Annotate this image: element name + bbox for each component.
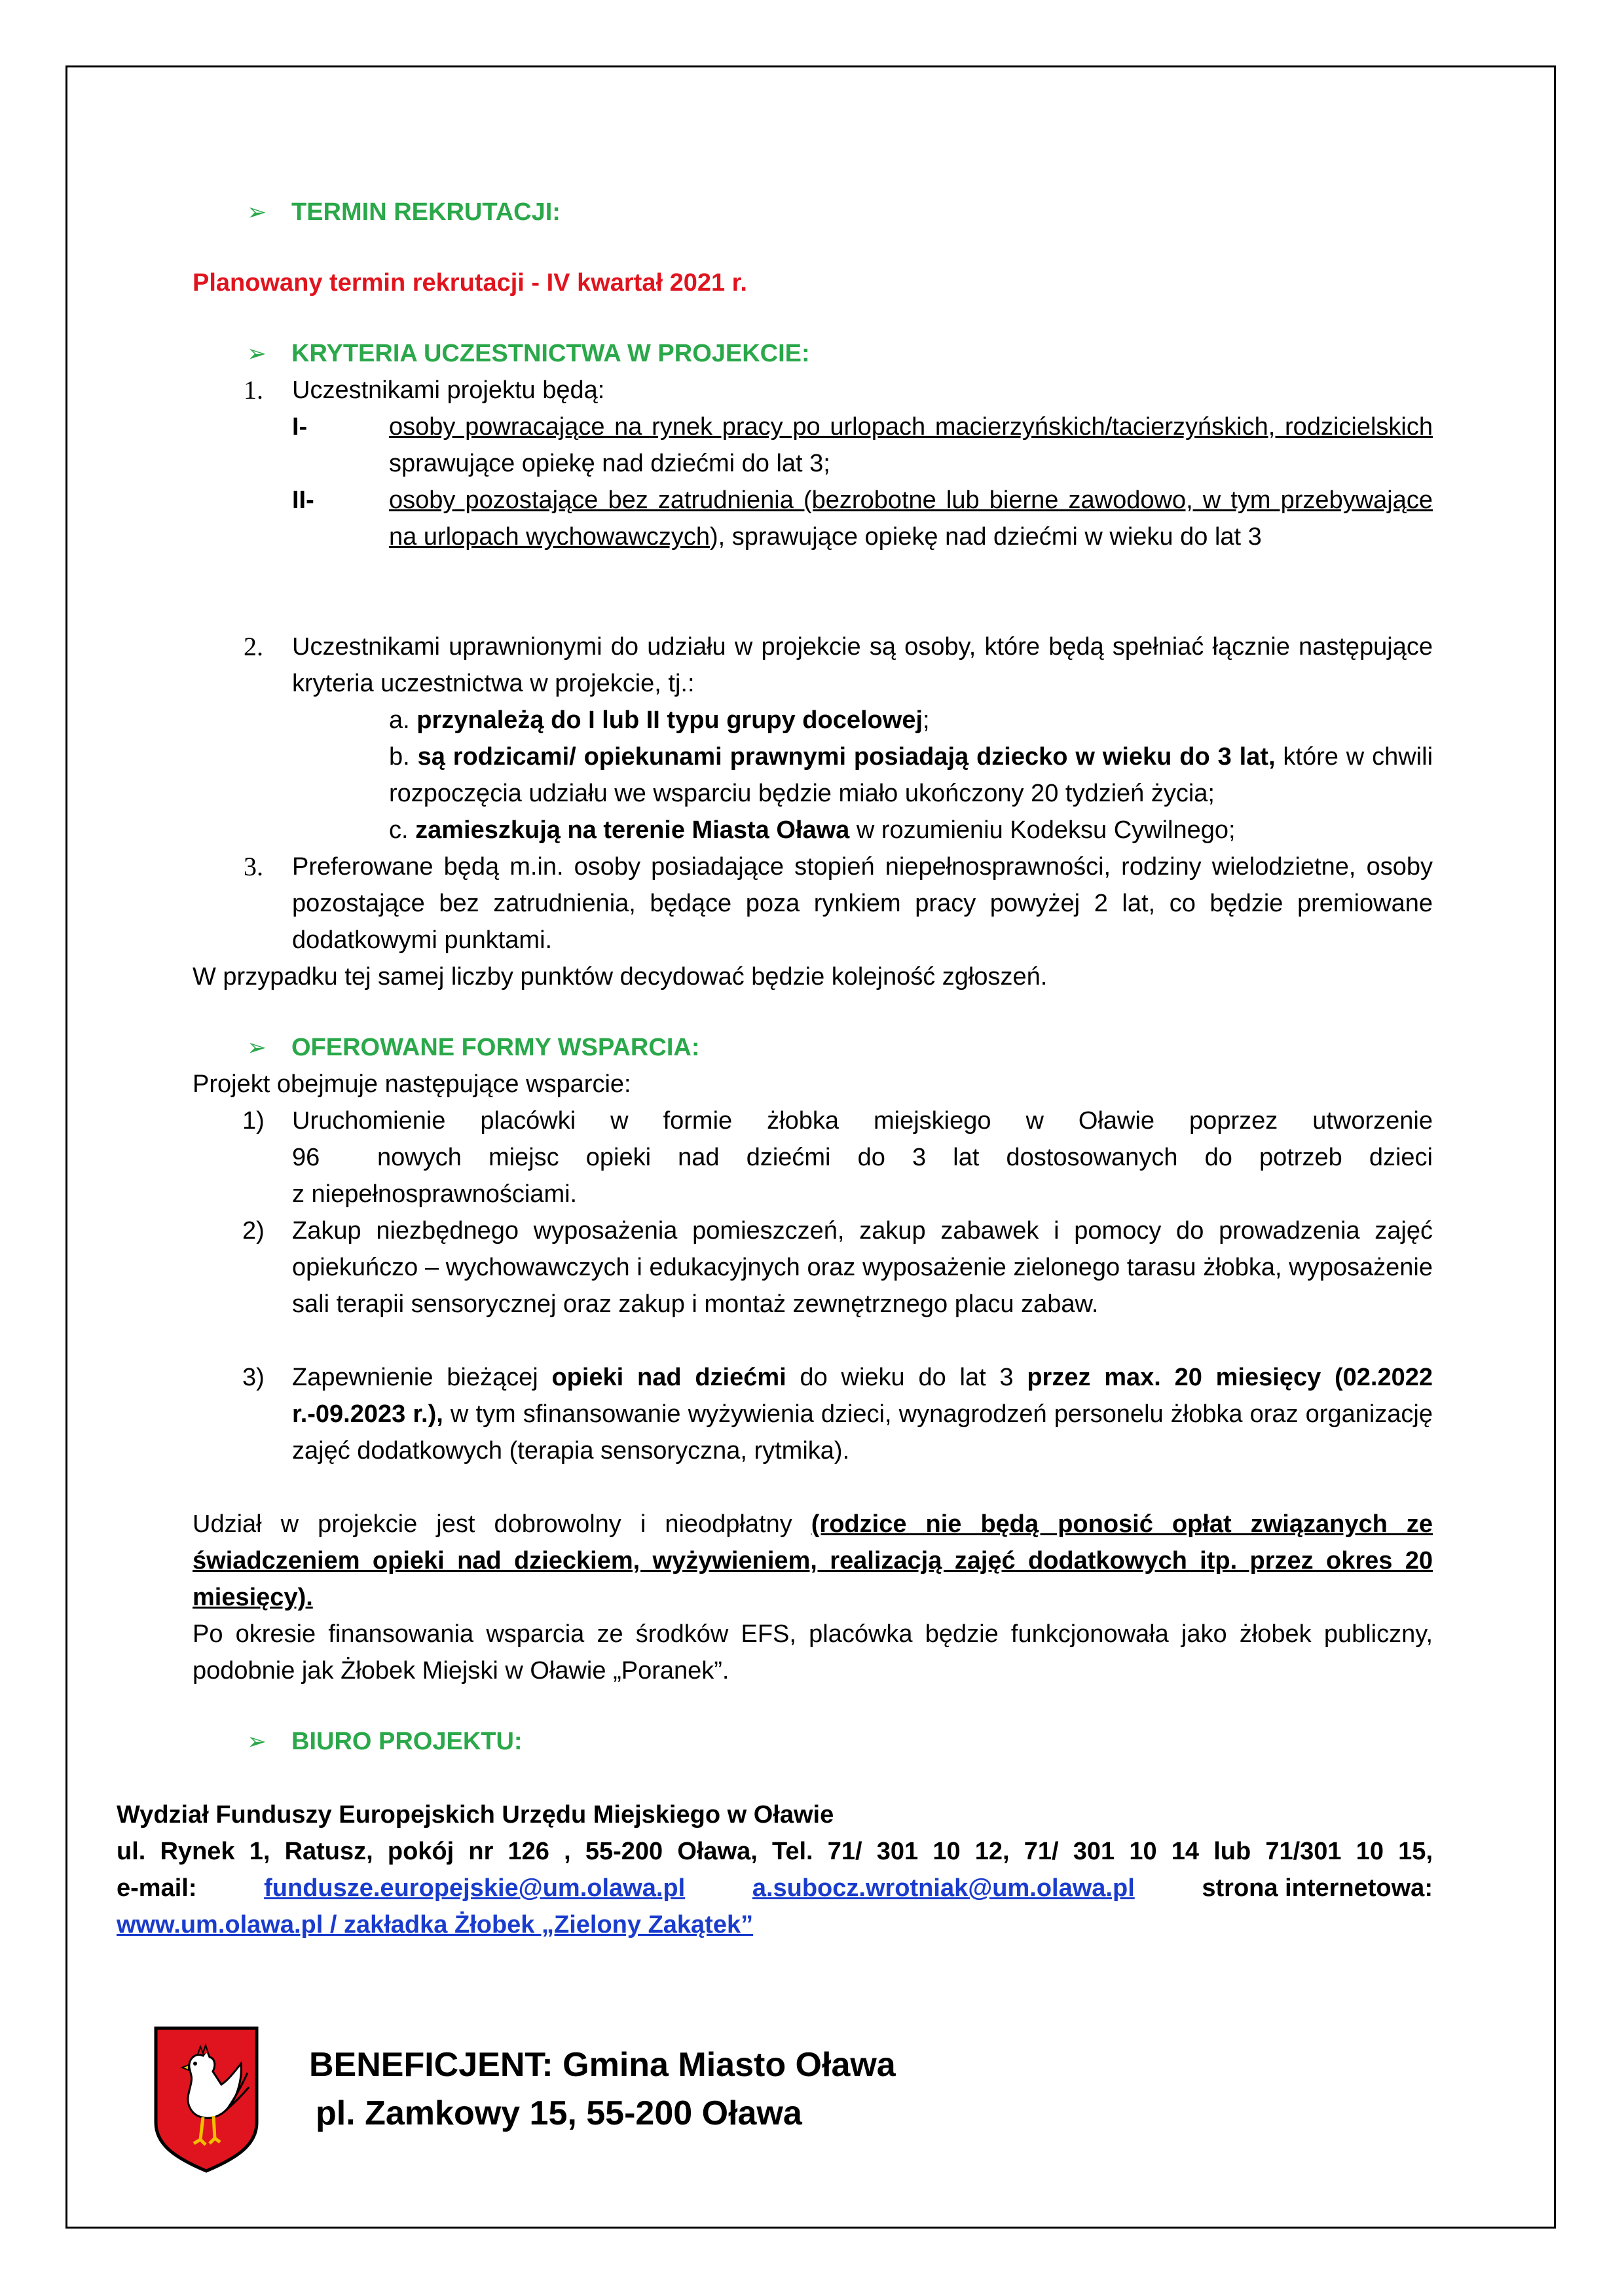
list-number: 1) [242, 1107, 265, 1135]
sub-label: I- [292, 413, 308, 441]
website-label: strona internetowa: [1202, 1874, 1433, 1902]
beneficjent-address: pl. Zamkowy 15, 55-200 Oława [316, 2094, 802, 2132]
list-text: Uczestnikami uprawnionymi do udziału w projekcie są osoby, które będą spełniać łącznie następujące kryteria uczestnictwa w projekcie, tj.: [292, 633, 1433, 697]
kryteria-2b: b. są rodzicami/ opiekunami prawnymi posiadają dziecko w wieku do 3 lat, które w chwili rozpoczęcia udziału we wsparciu będzie miało ukończony 20 tydzień życia; [389, 743, 1433, 807]
list-text: Zakup niezbędnego wyposażenia pomieszczeń, zakup zabawek i pomocy do prowadzenia zajęć opiekuńczo – wychowawczych i edukacyjnych oraz wyposażenie zielonego tarasu żłobka, wyposażenie sali terapii sensorycznej oraz zakup i montaż zewnętrznego placu zabaw. [292, 1217, 1433, 1318]
kryteria-sub-I [292, 409, 1433, 482]
heading-wsparcie: ➢ OFEROWANE FORMY WSPARCIA: [247, 1029, 699, 1066]
sub-text: ), sprawujące opiekę nad dziećmi w wieku do lat 3 [710, 523, 1262, 551]
wsparcie-intro: Projekt obejmuje następujące wsparcie: [193, 1070, 631, 1098]
wsparcie-item-3: 3) Zapewnienie bieżącej opieki nad dziećmi do wieku do lat 3 przez max. 20 miesięcy (02.2022 r.-09.2023 r.), w tym sfinansowanie wyżywienia dzieci, wynagrodzeń personelu żłobka oraz organizację zajęć dodatkowych (terapia sensoryczna, rytmika). [242, 1359, 1433, 1469]
kryteria-note: W przypadku tej samej liczby punktów decydować będzie kolejność zgłoszeń. [193, 963, 1048, 991]
kryteria-item-3 [244, 848, 1433, 958]
arrowhead-bullet-icon: ➢ [247, 340, 267, 367]
arrowhead-bullet-icon: ➢ [247, 1728, 267, 1755]
olawa-crest-icon [151, 2024, 262, 2175]
list-number: 2. [244, 632, 263, 661]
wsparcie-item-2 [242, 1212, 1433, 1322]
kryteria-sub-II [292, 482, 1433, 555]
website-link[interactable]: www.um.olawa.pl / zakładka Żłobek „Zielony Zakątek” [117, 1911, 754, 1939]
sub-underlined: osoby powracające na rynek pracy po urlopach macierzyńskich/tacierzyńskich, rodzicielskich [389, 413, 1433, 441]
list-number: 2) [242, 1217, 265, 1245]
biuro-office-name: Wydział Funduszy Europejskich Urzędu Miejskiego w Oławie [117, 1801, 834, 1829]
wsparcie-para-2: Po okresie finansowania wsparcia ze środków EFS, placówka będzie funkcjonowała jako żłobek publiczny, podobnie jak Żłobek Miejski w Oławie „Poranek”. [193, 1620, 1433, 1685]
kryteria-item-1 [244, 372, 1433, 409]
kryteria-item-2 [244, 629, 1433, 702]
beneficjent-name: BENEFICJENT: Gmina Miasto Oława [309, 2046, 896, 2084]
list-text: nowych miejsc opieki nad dziećmi do 3 lat dostosowanych do potrzeb dzieci [377, 1144, 1433, 1171]
termin-text: Planowany termin rekrutacji - IV kwartał 2021 r. [193, 269, 747, 297]
heading-kryteria: ➢ KRYTERIA UCZESTNICTWA W PROJEKCIE: [247, 335, 810, 372]
biuro-address: ul. Rynek 1, Ratusz, pokój nr 126 , 55-200 Oława, Tel. 71/ 301 10 12, 71/ 301 10 14 lub 71/301 10 15, [117, 1838, 1433, 1865]
email-link-1[interactable]: fundusze.europejskie@um.olawa.pl [264, 1874, 686, 1902]
heading-biuro: ➢ BIURO PROJEKTU: [247, 1723, 523, 1760]
arrowhead-bullet-icon: ➢ [247, 198, 267, 225]
email-link-2[interactable]: a.subocz.wrotniak@um.olawa.pl [752, 1874, 1135, 1902]
biuro-email-row [117, 1870, 1433, 1906]
arrowhead-bullet-icon: ➢ [247, 1034, 267, 1061]
list-text: 96 [292, 1144, 320, 1171]
list-text: Uruchomienie placówki w formie żłobka miejskiego w Oławie poprzez utworzenie [292, 1107, 1433, 1135]
email-label: e-mail: [117, 1874, 197, 1902]
list-number: 1. [244, 375, 263, 405]
sub-underlined: osoby pozostające bez zatrudnienia (bezrobotne lub bierne zawodowo, w tym przebywające na urlopach wychowawczych [389, 486, 1433, 551]
kryteria-2a: a. przynależą do I lub II typu grupy docelowej; [389, 706, 930, 734]
website-row [117, 1906, 753, 1943]
list-number: 3. [244, 852, 263, 881]
heading-termin: ➢ TERMIN REKRUTACJI: [247, 194, 561, 230]
list-number: 3) [242, 1364, 265, 1391]
list-text: Uczestnikami projektu będą: [292, 376, 605, 404]
list-text: z niepełnosprawnościami. [292, 1180, 578, 1208]
wsparcie-item-1 [242, 1102, 1433, 1212]
list-text: Preferowane będą m.in. osoby posiadające stopień niepełnosprawności, rodziny wielodzietne, osoby pozostające bez zatrudnienia, będące poza rynkiem pracy powyżej 2 lat, co będzie premiowane dodatkowymi punktami. [292, 853, 1433, 954]
sub-label: II- [292, 486, 314, 514]
kryteria-2c: c. zamieszkują na terenie Miasta Oława w rozumieniu Kodeksu Cywilnego; [389, 816, 1236, 844]
sub-text: sprawujące opiekę nad dziećmi do lat 3; [389, 450, 830, 477]
wsparcie-para-1: Udział w projekcie jest dobrowolny i nieodpłatny (rodzice nie będą ponosić opłat związanych ze świadczeniem opieki nad dzieckiem, wyżywieniem, realizacją zajęć dodatkowych itp. przez okres 20 miesięcy). [193, 1510, 1433, 1611]
